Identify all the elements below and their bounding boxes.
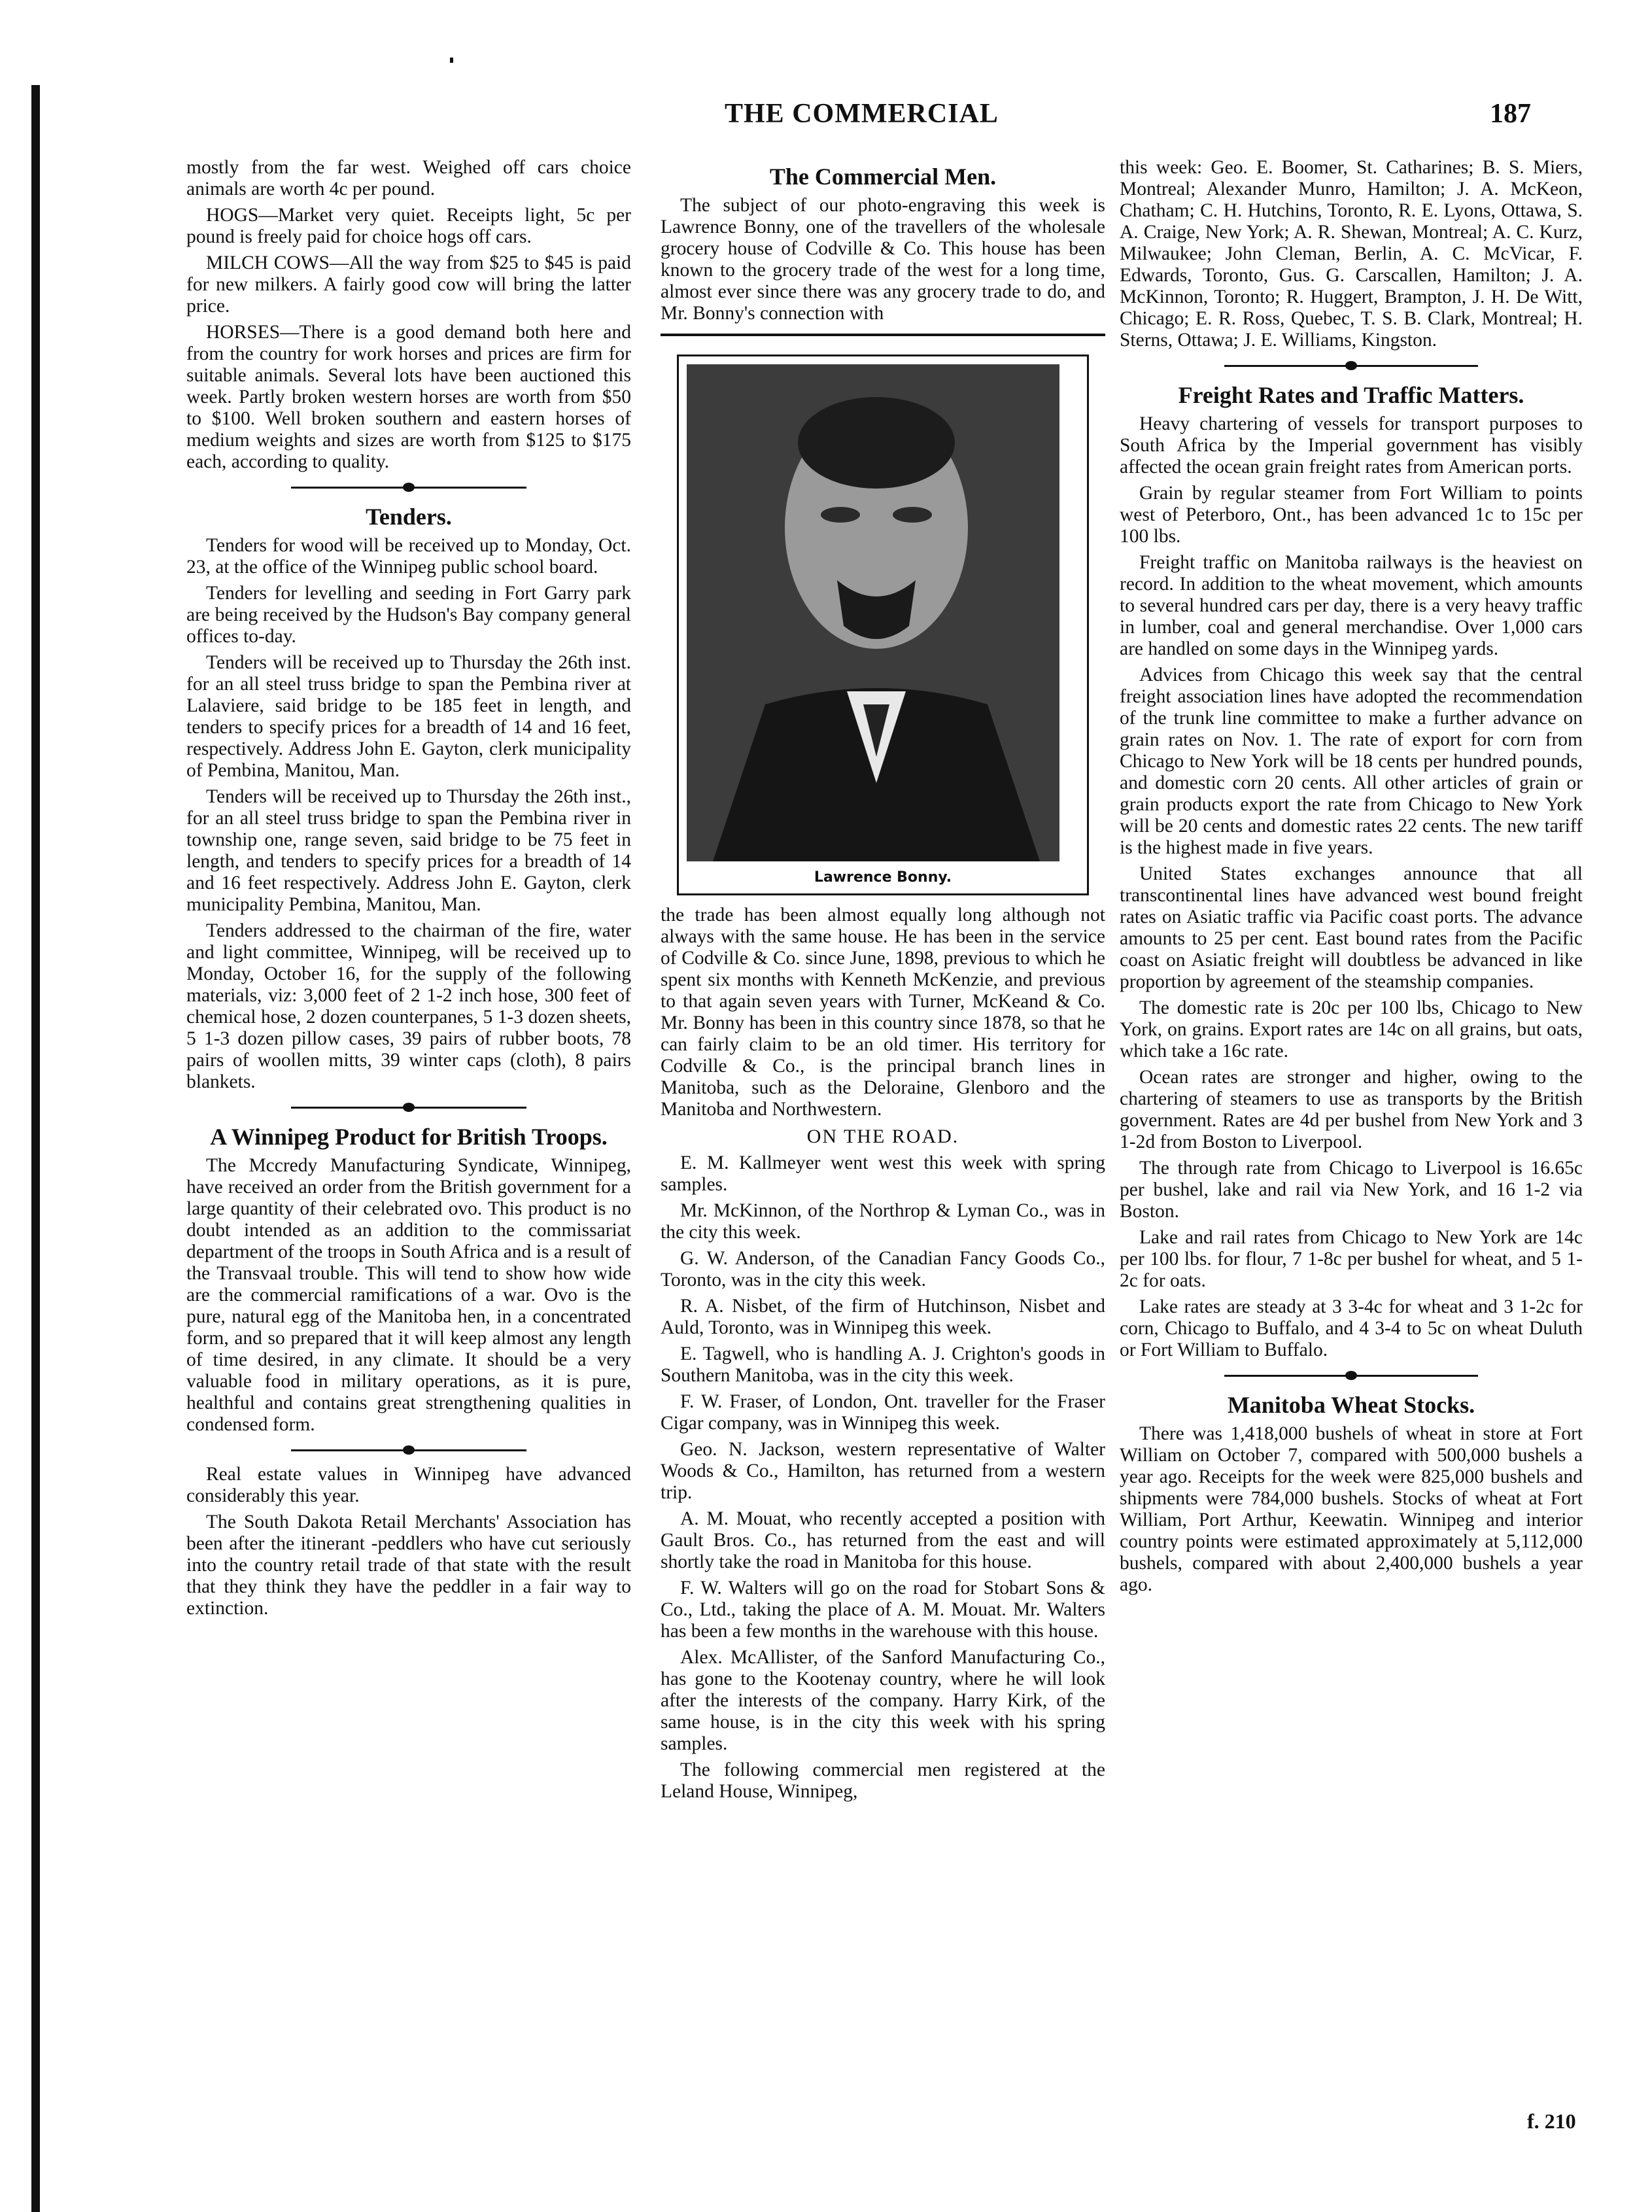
portrait-frame xyxy=(677,354,1089,895)
section-divider xyxy=(186,1440,631,1460)
freight-paragraph: United States exchanges announce that all transcontinental lines have advanced west bound freight rates on Asiatic traffic via Pacific coast ports. The advance amounts to 25 per cent. East bound rates from the Pacific coast on Asiatic freight will doubtless be advanced in like proportion by agreement of the steamship companies. xyxy=(1120,863,1583,992)
horses-paragraph: HORSES—There is a good demand both here and from the country for work horses and prices are firm for suitable animals. Several lots have been auctioned this week. Partly broken western horses are worth from $50 to $100. Well broken southern and eastern horses of medium weights and sizes are worth from $125 to $175 each, according to quality. xyxy=(186,322,631,472)
livestock-continuation: mostly from the far west. Weighed off cars choice animals are worth 4c per pound. xyxy=(186,157,631,199)
road-item: R. A. Nisbet, of the firm of Hutchinson, Nisbet and Auld, Toronto, was in Winnipeg this week. xyxy=(661,1296,1105,1338)
binding-edge-rule xyxy=(31,85,40,2212)
leland-house-list: this week: Geo. E. Boomer, St. Catharines; B. S. Miers, Montreal; Alexander Munro, Hamilton; J. A. McKeon, Chatham; C. H. Hutchins, Toronto, R. E. Lyons, Ottawa, S. A. Craige, New York; A. R. Shewan, Montreal; A. C. Kurz, Milwaukee; John Cleman, Berlin, A. C. McVicar, F. Edwards, Toronto, Gus. G. Carscallen, Hamilton; J. A. McKinnon, Toronto; R. Huggert, Brampton, J. H. De Witt, Chicago; E. R. Ross, Quebec, T. S. B. Clark, Montreal; H. Sterns, Ottawa; J. E. Williams, Kingston. xyxy=(1120,157,1583,351)
footer-mark: f. 210 xyxy=(1527,2109,1576,2133)
commercial-men-heading: The Commercial Men. xyxy=(769,164,997,190)
page-number: 187 xyxy=(1490,99,1531,129)
road-item: A. M. Mouat, who recently accepted a position with Gault Bros. Co., has returned from the east and will shortly take the road in Manitoba for this house. xyxy=(661,1508,1105,1572)
road-item: E. Tagwell, who is handling A. J. Crighton's goods in Southern Manitoba, was in the city this week. xyxy=(661,1343,1105,1386)
tenders-bridge-185: Tenders will be received up to Thursday the 26th inst. for an all steel truss bridge to span the Pembina river at Lalaviere, said bridge to be 185 feet in length, and tenders to specify prices for a breadth of 14 and 16 feet, respectively. Address John E. Gayton, clerk municipality of Pembina, Manitou, Man. xyxy=(186,652,631,781)
freight-paragraph: Grain by regular steamer from Fort William to points west of Peterboro, Ont., has been advanced 1c to 15c per 100 lbs. xyxy=(1120,483,1583,547)
column-2 xyxy=(661,157,1105,1807)
road-item: Geo. N. Jackson, western representative of Walter Woods & Co., Hamilton, has returned from a western trip. xyxy=(661,1439,1105,1503)
tenders-heading: Tenders. xyxy=(366,504,452,530)
freight-paragraph: Lake rates are steady at 3 3-4c for wheat and 3 1-2c for corn, Chicago to Buffalo, and 4 3-4 to 5c on wheat Duluth or Fort William to Buffalo. xyxy=(1120,1296,1583,1360)
tenders-bridge-75: Tenders will be received up to Thursday the 26th inst., for an all steel truss bridge to span the Pembina river in township one, range seven, said bridge to be 75 feet in length, and tenders to specify prices for a breadth of 14 and 16 feet respectively. Address John E. Gayton, clerk municipality Pembina, Manitou, Man. xyxy=(186,786,631,915)
road-item: E. M. Kallmeyer went west this week with spring samples. xyxy=(661,1152,1105,1195)
column-1 xyxy=(186,157,631,1624)
tenders-fire-committee: Tenders addressed to the chairman of the fire, water and light committee, Winnipeg, will be received up to Monday, October 16, for the supply of the following materials, viz: 3,000 feet of 2 1-2 inch hose, 300 feet of chemical hose, 2 dozen counterpanes, 5 1-3 dozen sheets, 5 1-3 dozen pillow cases, 39 pairs of rubber boots, 78 pairs of woollen mitts, 39 winter caps (cloth), 8 pairs blankets. xyxy=(186,920,631,1092)
section-divider xyxy=(1120,1366,1583,1385)
print-speck xyxy=(450,58,453,63)
ovo-article: The Mccredy Manufacturing Syndicate, Winnipeg, have received an order from the British government for a large quantity of their celebrated ovo. This product is no doubt intended as an addition to the commissariat department of the troops in South Africa and is a result of the Transvaal trouble. This will tend to show how wide are the commercial ramifications of a war. Ovo is the pure, natural egg of the Manitoba hen, in a concentrated form, and so prepared that it will keep almost any length of time desired, in any climate. It should be a very valuable food in military operations, as it is pure, healthful and contains great strengthening qualities in condensed form. xyxy=(186,1155,631,1435)
south-dakota-note: The South Dakota Retail Merchants' Association has been after the itinerant -peddlers who have cut seriously into the country retail trade of that state with the result that they think they have the peddler in a fair way to extinction. xyxy=(186,1512,631,1619)
road-item: Mr. McKinnon, of the Northrop & Lyman Co., was in the city this week. xyxy=(661,1200,1105,1243)
section-divider xyxy=(1120,356,1583,375)
freight-rates-heading: Freight Rates and Traffic Matters. xyxy=(1178,382,1524,408)
tenders-wood: Tenders for wood will be received up to Monday, Oct. 23, at the office of the Winnipeg public school board. xyxy=(186,535,631,578)
bonny-intro: The subject of our photo-engraving this week is Lawrence Bonny, one of the travellers of the wholesale grocery house of Codville & Co. This house has been known to the grocery trade of the west for a long time, almost ever since there was any grocery trade to do, and Mr. Bonny's connection with xyxy=(661,195,1105,324)
section-divider xyxy=(186,477,631,497)
freight-paragraph: The domestic rate is 20c per 100 lbs, Chicago to New York, on grains. Export rates are 14c on all grains, but oats, which take a 16c rate. xyxy=(1120,997,1583,1062)
portrait-photo xyxy=(687,364,1059,861)
column-3 xyxy=(1120,157,1583,1600)
freight-paragraph: Lake and rail rates from Chicago to New York are 14c per 100 lbs. for flour, 7 1-8c per bushel for wheat, and 5 1-2c for oats. xyxy=(1120,1227,1583,1291)
road-item: Alex. McAllister, of the Sanford Manufacturing Co., has gone to the Kootenay country, where he will look after the interests of the company. Harry Kirk, of the same house, is in the city this week with his spring samples. xyxy=(661,1647,1105,1754)
wheat-stocks-heading: Manitoba Wheat Stocks. xyxy=(1227,1392,1475,1418)
freight-paragraph: Freight traffic on Manitoba railways is the heaviest on record. In addition to the wheat movement, which amounts to several hundred cars per day, there is a very heavy traffic in lumber, coal and general merchandise. Over 1,000 cars are handled on some days in the Winnipeg yards. xyxy=(1120,552,1583,659)
road-item: F. W. Walters will go on the road for Stobart Sons & Co., Ltd., taking the place of A. M. Mouat. Mr. Walters has been a few months in the warehouse with this house. xyxy=(661,1578,1105,1642)
winnipeg-product-heading: A Winnipeg Product for British Troops. xyxy=(210,1124,608,1150)
freight-paragraph: Ocean rates are stronger and higher, owing to the chartering of steamers to use as transports by the British government. Rates are 4d per bushel from New York and 3 1-2d from Boston to Liverpool. xyxy=(1120,1067,1583,1152)
hogs-paragraph: HOGS—Market very quiet. Receipts light, 5c per pound is freely paid for choice hogs off cars. xyxy=(186,205,631,247)
portrait-caption: Lawrence Bonny. xyxy=(814,869,952,886)
freight-paragraph: The through rate from Chicago to Liverpool is 16.65c per bushel, lake and rail via New York, and 16 1-2 via Boston. xyxy=(1120,1158,1583,1222)
photo-top-rule xyxy=(661,334,1105,336)
road-item: F. W. Fraser, of London, Ont. traveller for the Fraser Cigar company, was in Winnipeg this week. xyxy=(661,1391,1105,1434)
on-the-road-heading: ON THE ROAD. xyxy=(806,1126,959,1147)
section-divider xyxy=(186,1097,631,1117)
tenders-fort-garry: Tenders for levelling and seeding in Fort Garry park are being received by the Hudson's Bay company general offices to-day. xyxy=(186,583,631,647)
road-item: The following commercial men registered at the Leland House, Winnipeg, xyxy=(661,1759,1105,1802)
bonny-continued: the trade has been almost equally long although not always with the same house. He has been in the service of Codville & Co. since June, 1898, previous to which he spent six months with Kenneth McKenzie, and previous to that again seven years with Turner, McKeand & Co. Mr. Bonny has been in this country since 1878, so that he can fairly claim to be an old timer. His territory for Codville & Co., is the principal branch lines in Manitoba, such as the Deloraine, Glenboro and the Manitoba and Northwestern. xyxy=(661,905,1105,1120)
road-item: G. W. Anderson, of the Canadian Fancy Goods Co., Toronto, was in the city this week. xyxy=(661,1248,1105,1290)
freight-paragraph: Advices from Chicago this week say that the central freight association lines have adopted the recommendation of the trunk line committee to make a further advance on grain rates on Nov. 1. The rate of export for corn from Chicago to New York will be 18 cents per hundred pounds, and domestic corn 20 cents. All other articles of grain or grain products export the rate from Chicago to New York will be 20 cents and domestic rates 22 cents. The new tariff is the highest made in five years. xyxy=(1120,665,1583,858)
page-title: THE COMMERCIAL xyxy=(725,99,999,129)
wheat-stocks-paragraph: There was 1,418,000 bushels of wheat in store at Fort William on October 7, compared with 500,000 bushels a year ago. Receipts for the week were 825,000 bushels and shipments were 784,000 bushels. Stocks of wheat at Fort William, Port Arthur, Keewatin. Winnipeg and interior country points were estimated approximately at 5,112,000 bushels, compared with about 2,400,000 bushels a year ago. xyxy=(1120,1423,1583,1595)
freight-paragraph: Heavy chartering of vessels for transport purposes to South Africa by the Imperial government has visibly affected the ocean grain freight rates from American ports. xyxy=(1120,413,1583,477)
real-estate-note: Real estate values in Winnipeg have advanced considerably this year. xyxy=(186,1464,631,1506)
milch-cows-paragraph: MILCH COWS—All the way from $25 to $45 is paid for new milkers. A fairly good cow will bring the latter price. xyxy=(186,252,631,317)
